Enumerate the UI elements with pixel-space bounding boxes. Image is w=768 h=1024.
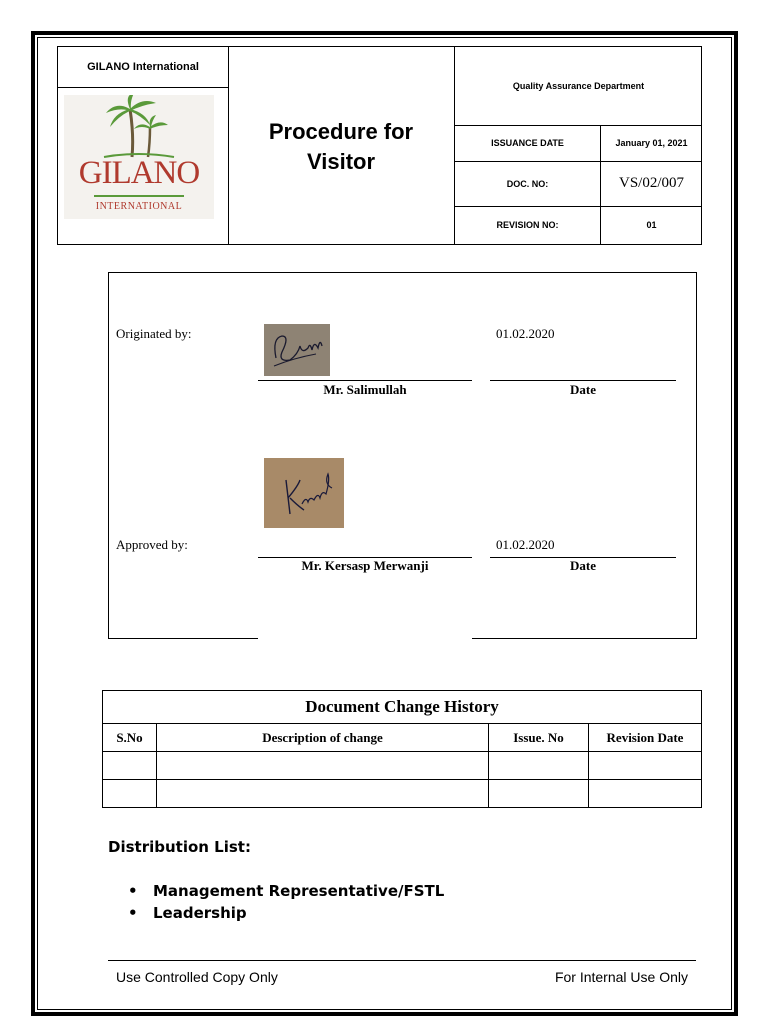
logo-subtitle: INTERNATIONAL bbox=[95, 201, 183, 212]
table-row bbox=[103, 780, 702, 808]
originated-date: 01.02.2020 bbox=[496, 326, 555, 341]
divider bbox=[58, 87, 228, 88]
table-cell bbox=[589, 780, 702, 808]
change-history-title: Document Change History bbox=[103, 691, 702, 724]
column-header: S.No bbox=[103, 724, 157, 752]
date-caption: Date bbox=[570, 382, 596, 397]
approved-by-label: Approved by: bbox=[116, 537, 188, 552]
company-logo bbox=[64, 95, 214, 219]
doc-no-label: DOC. NO: bbox=[506, 178, 549, 189]
list-item-label: Management Representative/FSTL bbox=[153, 882, 445, 900]
list-item bbox=[128, 880, 444, 902]
logo-underline bbox=[94, 195, 184, 197]
title-line-1: Procedure for bbox=[268, 118, 414, 144]
distribution-list-title: Distribution List: bbox=[108, 838, 251, 856]
column-header: Issue. No bbox=[489, 724, 589, 752]
signature-line bbox=[258, 380, 472, 381]
table-cell bbox=[157, 780, 489, 808]
footer-right-text: For Internal Use Only bbox=[554, 969, 688, 985]
document-header-table bbox=[57, 46, 702, 245]
table-row bbox=[103, 752, 702, 780]
title-line-2: Visitor bbox=[306, 148, 376, 174]
issuance-date-label: ISSUANCE DATE bbox=[491, 138, 564, 148]
revision-no-label: REVISION NO: bbox=[496, 220, 559, 230]
approval-box bbox=[108, 272, 697, 639]
approver-name: Mr. Kersasp Merwanji bbox=[301, 558, 429, 573]
date-line bbox=[490, 380, 676, 381]
list-item bbox=[128, 902, 444, 924]
bullet-icon: • bbox=[128, 904, 138, 922]
table-cell bbox=[589, 752, 702, 780]
originator-signature-image bbox=[264, 324, 330, 376]
approved-date: 01.02.2020 bbox=[496, 537, 555, 552]
company-name: GILANO International bbox=[87, 61, 199, 73]
column-header: Revision Date bbox=[589, 724, 702, 752]
column-header: Description of change bbox=[157, 724, 489, 752]
approver-signature-image bbox=[264, 458, 344, 528]
footer-divider bbox=[108, 960, 696, 961]
table-cell bbox=[489, 780, 589, 808]
table-cell bbox=[157, 752, 489, 780]
distribution-list bbox=[128, 880, 444, 924]
footer-left-text: Use Controlled Copy Only bbox=[116, 969, 278, 985]
table-cell bbox=[103, 752, 157, 780]
logo-wordmark: GILANO bbox=[78, 155, 200, 191]
date-caption: Date bbox=[570, 558, 596, 573]
document-title bbox=[228, 47, 454, 244]
revision-no-value: 01 bbox=[646, 220, 657, 230]
originator-name: Mr. Salimullah bbox=[323, 382, 407, 397]
doc-no-value: VS/02/007 bbox=[618, 175, 684, 191]
bullet-icon: • bbox=[128, 882, 138, 900]
change-history-table bbox=[102, 690, 702, 808]
table-cell bbox=[489, 752, 589, 780]
issuance-date-value: January 01, 2021 bbox=[615, 138, 688, 148]
box-bottom-border bbox=[109, 638, 258, 639]
table-cell bbox=[103, 780, 157, 808]
originated-by-label: Originated by: bbox=[116, 326, 192, 341]
list-item-label: Leadership bbox=[153, 904, 247, 922]
box-bottom-border bbox=[472, 638, 696, 639]
department-label: Quality Assurance Department bbox=[512, 81, 645, 91]
